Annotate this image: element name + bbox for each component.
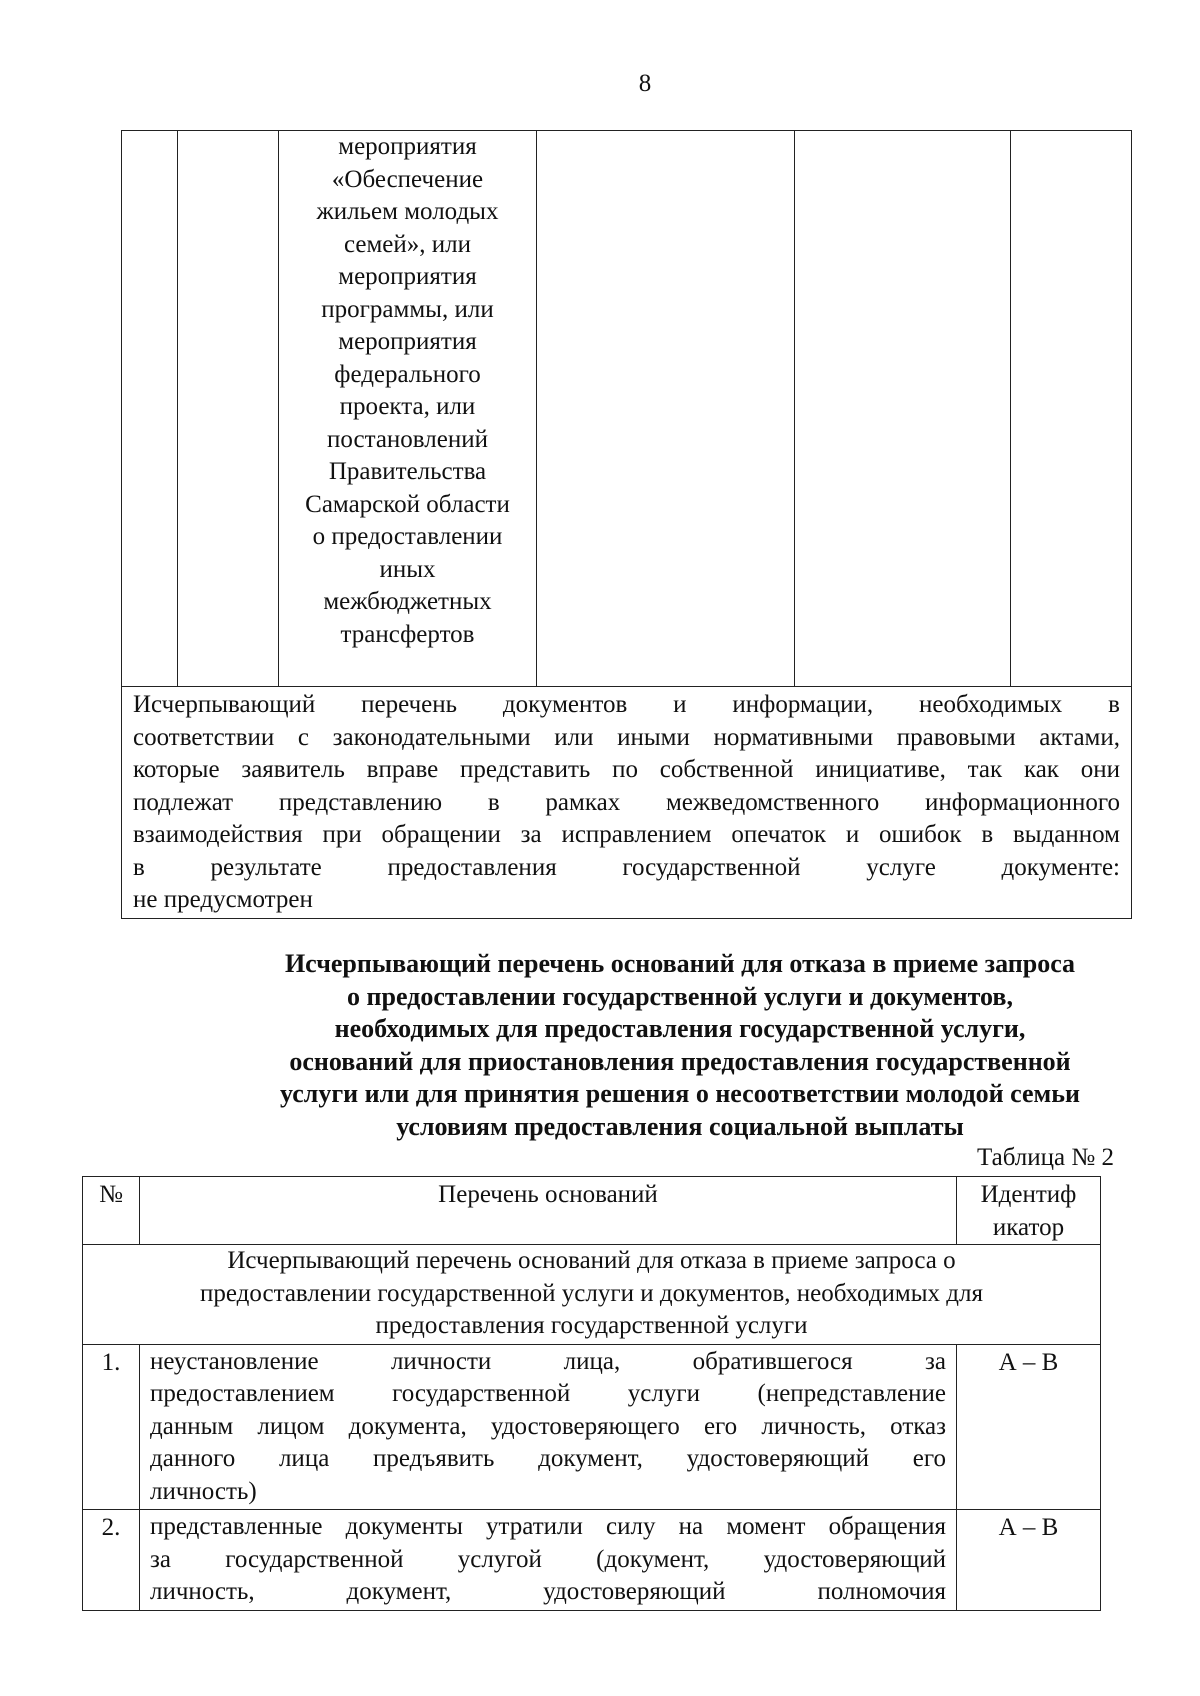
cell-line: межбюджетных <box>323 588 492 615</box>
cell-line: семей», или <box>343 230 472 258</box>
group-line: Исчерпывающий перечень оснований для отказа в приеме запроса о <box>227 1247 956 1274</box>
summary-line: Исчерпывающий перечень документов и информации, необходимых в <box>133 691 1120 718</box>
heading-line: необходимых для предоставления государственной услуги, <box>334 1014 1026 1043</box>
row-line: предоставлением государственной услуги (непредставление <box>150 1380 946 1407</box>
summary-line: подлежат представлению в рамках межведомственного информационного <box>133 788 1120 816</box>
row-line: представленные документы утратили силу на момент обращения <box>150 1513 946 1540</box>
heading-line: услуги или для принятия решения о несоответствии молодой семьи <box>280 1079 1080 1108</box>
table-header-row <box>83 1177 1101 1245</box>
table-cell <box>1011 131 1132 687</box>
header-number: № <box>83 1177 140 1245</box>
cell-line: постановлений <box>327 425 488 453</box>
summary-line: соответствии с законодательными или иными нормативными правовыми актами, <box>133 723 1120 751</box>
summary-cell <box>122 687 1132 919</box>
group-line: предоставлении государственной услуги и документов, необходимых для <box>200 1279 983 1307</box>
row-number: 2. <box>83 1510 140 1611</box>
group-heading-cell <box>83 1245 1101 1345</box>
page-number: 8 <box>638 70 652 97</box>
cell-line: мероприятия <box>338 133 477 160</box>
cell-line: программы, или <box>321 295 494 323</box>
heading-line: о предоставлении государственной услуги и документов, <box>347 981 1013 1011</box>
grounds-table <box>82 1176 1101 1611</box>
table-cell <box>537 131 795 687</box>
heading-line: оснований для приостановления предоставления государственной <box>289 1046 1071 1076</box>
row-number: 1. <box>83 1344 140 1510</box>
header-identifier-line: Идентиф <box>980 1181 1077 1208</box>
cell-line: «Обеспечение <box>331 165 484 193</box>
row-line: данного лица предъявить документ, удостоверяющий его <box>150 1445 946 1472</box>
table-cell <box>122 131 178 687</box>
group-line: предоставления государственной услуги <box>375 1312 808 1339</box>
summary-line: не предусмотрен <box>133 886 313 913</box>
cell-line: Самарской области <box>305 490 510 518</box>
table-row <box>122 131 1132 687</box>
continuation-table <box>121 130 1132 919</box>
table-row <box>122 687 1132 919</box>
heading-line: условиям предоставления социальной выплаты <box>396 1111 964 1141</box>
table-caption: Таблица № 2 <box>976 1144 1114 1171</box>
row-line: неустановление личности лица, обратившегося за <box>150 1347 946 1375</box>
header-identifier <box>957 1177 1101 1245</box>
row-identifier: А – В <box>957 1510 1101 1611</box>
summary-line: взаимодействия при обращении за исправлением опечаток и ошибок в выданном <box>133 821 1120 848</box>
row-text <box>140 1510 957 1611</box>
cell-line: иных <box>379 555 436 583</box>
cell-line: жильем молодых <box>316 198 499 225</box>
cell-line: трансфертов <box>340 620 475 648</box>
heading-line: Исчерпывающий перечень оснований для отказа в приеме запроса <box>284 949 1076 978</box>
cell-line: о предоставлении <box>312 523 503 550</box>
table-cell <box>178 131 279 687</box>
row-line: данным лицом документа, удостоверяющего его личность, отказ <box>150 1412 946 1440</box>
row-text <box>140 1344 957 1510</box>
cell-line: федерального <box>334 360 481 388</box>
table-group-row <box>83 1245 1101 1345</box>
header-grounds: Перечень оснований <box>140 1177 957 1245</box>
table-row <box>83 1510 1101 1611</box>
row-line: личность) <box>150 1477 257 1505</box>
table-cell <box>795 131 1011 687</box>
cell-line: мероприятия <box>338 263 477 290</box>
summary-line: которые заявитель вправе представить по собственной инициативе, так как они <box>133 756 1120 783</box>
cell-line: проекта, или <box>339 393 476 420</box>
table-cell-text <box>279 131 537 687</box>
row-line: за государственной услугой (документ, удостоверяющий <box>150 1545 946 1573</box>
cell-line: мероприятия <box>338 328 477 355</box>
header-identifier-line: икатор <box>992 1213 1065 1241</box>
cell-line: Правительства <box>328 458 487 485</box>
table-row <box>83 1344 1101 1510</box>
row-identifier: А – В <box>957 1344 1101 1510</box>
row-line: личность, документ, удостоверяющий полномочия <box>150 1578 946 1605</box>
summary-line: в результате предоставления государственной услуге документе: <box>133 853 1120 881</box>
section-heading <box>240 948 1120 1143</box>
